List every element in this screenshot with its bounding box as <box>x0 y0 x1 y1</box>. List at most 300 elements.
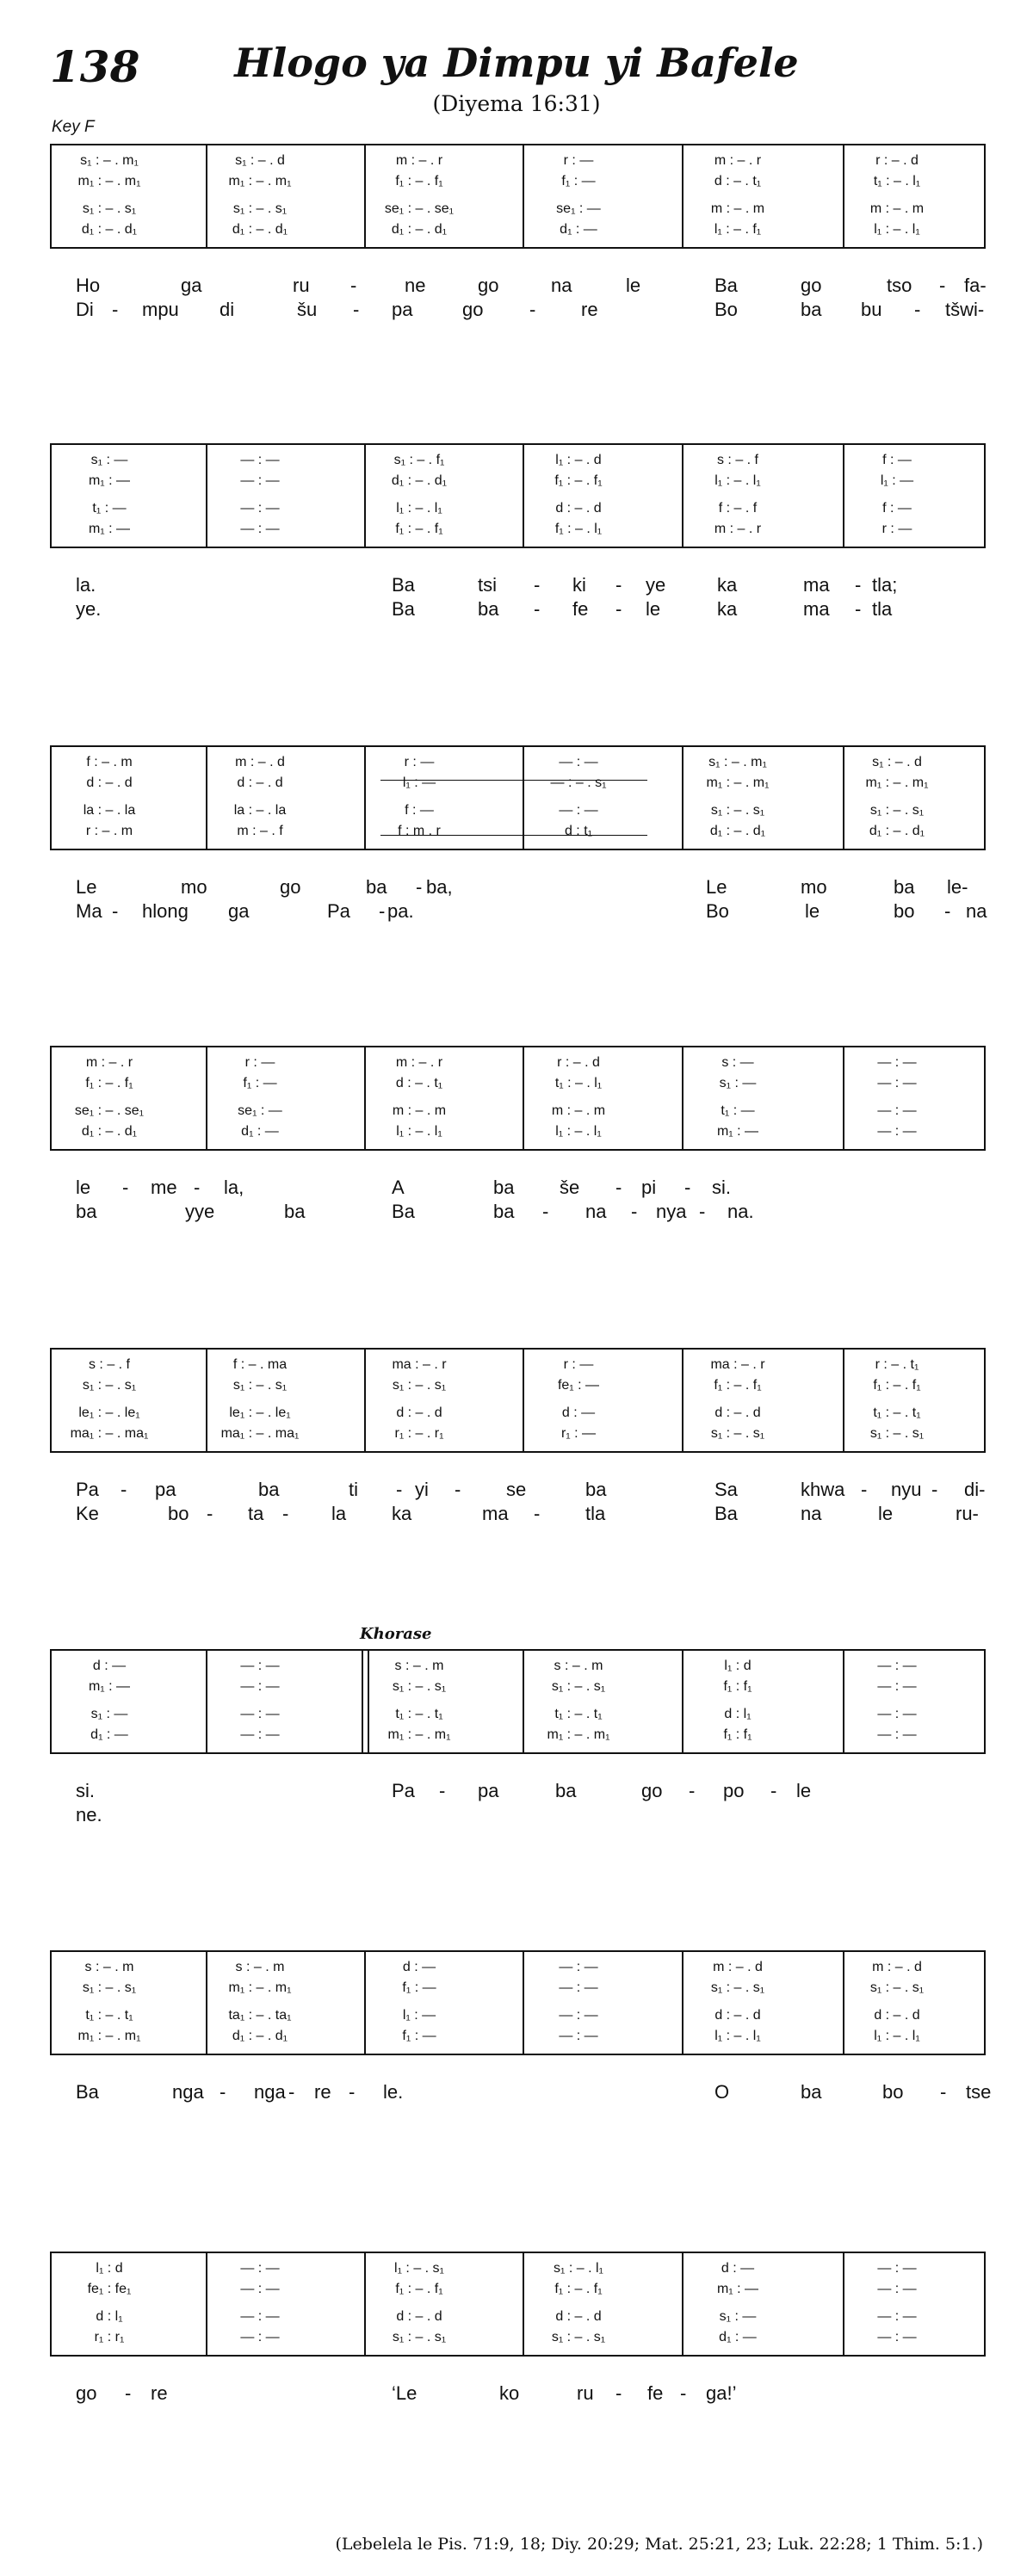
solfa-notation-cell: l₁ : d <box>96 2261 123 2276</box>
solfa-notation-cell: — : — <box>877 1659 917 1673</box>
solfa-notation-cell: s₁ : – . s₁ <box>82 201 137 216</box>
lyric-syllable: - <box>529 299 536 320</box>
lyric-syllable: - <box>940 2081 947 2103</box>
solfa-notation-cell: m : – . r <box>85 1055 133 1070</box>
solfa-notation-cell: — : — <box>877 2330 917 2344</box>
lyric-syllable: ru- <box>956 1503 979 1524</box>
solfa-notation-cell: s₁ : – . d <box>872 755 922 769</box>
solfa-notation-cell: — : — <box>240 2330 280 2344</box>
solfa-notation-cell: m : – . m <box>551 1103 606 1118</box>
lyric-syllable: pa. <box>387 900 414 922</box>
solfa-notation-cell: d₁ : — <box>90 1727 128 1742</box>
footer-references: (Lebelela le Pis. 71:9, 18; Diy. 20:29; Mat. 25:21, 23; Luk. 22:28; 1 Thim. 5:1.) <box>335 2535 983 2554</box>
lyric-syllable: tsi <box>478 574 497 596</box>
solfa-notation-cell: — : — <box>240 2261 280 2276</box>
solfa-notation-cell: d₁ : – . d₁ <box>81 1124 138 1139</box>
solfa-notation-cell: l₁ : – . f₁ <box>714 222 762 237</box>
solfa-notation-cell: s₁ : — <box>719 2309 757 2324</box>
voice-part-row <box>52 500 984 517</box>
staff-system <box>50 1649 986 1754</box>
lyric-syllable: le <box>626 275 641 296</box>
solfa-notation-cell: s₁ : – . d <box>235 153 285 168</box>
solfa-notation-cell: m : – . m <box>710 201 765 216</box>
solfa-notation-cell: f : – . ma <box>232 1357 288 1372</box>
chorus-label: Khorase <box>360 1625 432 1643</box>
solfa-notation-cell: m : – . d <box>713 1960 763 1974</box>
tie-line <box>380 780 647 781</box>
solfa-notation-cell: s₁ : – . l₁ <box>554 2261 603 2276</box>
solfa-notation-cell: m₁ : — <box>88 473 131 488</box>
lyric-syllable: - <box>542 1201 549 1222</box>
lyric-syllable: ta <box>248 1503 264 1524</box>
lyric-syllable: Ke <box>76 1503 99 1524</box>
solfa-notation-cell: d : — <box>721 2261 755 2276</box>
lyric-syllable: - <box>615 1177 622 1198</box>
solfa-notation-cell: d : l₁ <box>724 1707 752 1721</box>
solfa-notation-cell: m₁ : — <box>716 2282 759 2296</box>
lyric-syllable: ki <box>572 574 586 596</box>
solfa-notation-cell: m : – . m <box>869 201 925 216</box>
lyric-syllable: - <box>914 299 921 320</box>
voice-part-row <box>52 1706 984 1723</box>
lyric-syllable: po <box>723 1780 745 1801</box>
solfa-notation-cell: — : — <box>559 1960 598 1974</box>
lyric-syllable: se <box>506 1479 527 1500</box>
lyric-syllable: si. <box>76 1780 95 1801</box>
solfa-notation-cell: m₁ : — <box>716 1124 759 1139</box>
lyric-syllable: ba <box>284 1201 306 1222</box>
solfa-notation-cell: t₁ : – . t₁ <box>554 1707 603 1721</box>
lyric-syllable: ru <box>577 2382 594 2404</box>
solfa-notation-cell: r : — <box>563 153 594 168</box>
solfa-notation-cell: s₁ : – . s₁ <box>710 1426 765 1441</box>
solfa-notation-cell: d : – . d <box>555 501 602 516</box>
solfa-notation-cell: f₁ : f₁ <box>723 1727 752 1742</box>
lyric-syllable: ba <box>366 876 387 898</box>
lyric-syllable: bu <box>861 299 882 320</box>
solfa-notation-cell: d : l₁ <box>96 2309 123 2324</box>
hymn-title: Hlogo ya Dimpu yi Bafele <box>234 40 799 86</box>
lyric-syllable: Ho <box>76 275 101 296</box>
lyric-syllable: di- <box>964 1479 986 1500</box>
solfa-notation-cell: se₁ : — <box>556 201 601 216</box>
solfa-notation-cell: m : – . r <box>395 1055 443 1070</box>
solfa-notation-cell: se₁ : – . se₁ <box>74 1103 145 1118</box>
voice-part-row <box>52 1356 984 1374</box>
lyric-syllable: go <box>801 275 822 296</box>
lyric-syllable: ba <box>76 1201 97 1222</box>
solfa-notation-cell: l₁ : – . l₁ <box>714 2029 761 2043</box>
voice-part-row <box>52 1075 984 1092</box>
lyric-syllable: ba <box>801 2081 822 2103</box>
lyric-syllable: na <box>966 900 987 922</box>
lyric-syllable: re <box>151 2382 168 2404</box>
solfa-notation-cell: r₁ : r₁ <box>94 2330 125 2344</box>
lyric-syllable: - <box>944 900 951 922</box>
lyric-syllable: go <box>462 299 484 320</box>
lyric-syllable: nyu <box>891 1479 922 1500</box>
solfa-notation-cell: s₁ : – . s₁ <box>232 1378 288 1393</box>
lyric-syllable: le. <box>383 2081 404 2103</box>
solfa-notation-cell: s₁ : – . f₁ <box>393 453 445 467</box>
lyric-syllable: ba <box>585 1479 607 1500</box>
lyric-syllable: ma <box>803 598 830 620</box>
solfa-notation-cell: f : — <box>882 501 912 516</box>
lyric-syllable: Le <box>76 876 97 898</box>
lyric-syllable: ba, <box>426 876 453 898</box>
lyric-syllable: le- <box>947 876 968 898</box>
solfa-notation-cell: d : – . d <box>714 2008 761 2023</box>
solfa-notation-cell: m : – . f <box>237 824 283 838</box>
lyric-syllable: go <box>76 2382 97 2404</box>
lyric-syllable: - <box>396 1479 403 1500</box>
solfa-notation-cell: ma₁ : – . ma₁ <box>70 1426 149 1441</box>
lyric-syllable: le <box>796 1780 812 1801</box>
solfa-notation-cell: d : – . d <box>237 775 283 790</box>
solfa-notation-cell: la : – . la <box>83 803 136 818</box>
lyric-syllable: le <box>76 1177 91 1198</box>
lyric-syllable: ye. <box>76 598 102 620</box>
lyric-syllable: le <box>646 598 661 620</box>
lyric-syllable: ga <box>181 275 202 296</box>
solfa-notation-cell: t₁ : – . l₁ <box>873 174 921 188</box>
solfa-notation-cell: s₁ : – . s₁ <box>869 803 925 818</box>
solfa-notation-cell: f₁ : – . f₁ <box>554 473 603 488</box>
solfa-notation-cell: — : — <box>877 2282 917 2296</box>
solfa-notation-cell: s₁ : – . m₁ <box>708 755 767 769</box>
solfa-notation-cell: — : — <box>877 1076 917 1090</box>
lyric-syllable: na <box>585 1201 607 1222</box>
lyric-syllable: go <box>478 275 499 296</box>
solfa-notation-cell: — : — <box>877 1124 917 1139</box>
solfa-notation-cell: s : – . m <box>394 1659 444 1673</box>
solfa-notation-cell: s₁ : – . s₁ <box>551 2330 606 2344</box>
solfa-notation-cell: d : – . d <box>714 1405 761 1420</box>
voice-part-row <box>52 802 984 819</box>
solfa-notation-cell: — : — <box>877 1679 917 1694</box>
voice-part-row <box>52 521 984 538</box>
solfa-notation-cell: l₁ : — <box>402 775 436 790</box>
solfa-notation-cell: s : – . f <box>716 453 758 467</box>
solfa-notation-cell: f₁ : – . f₁ <box>714 1378 762 1393</box>
solfa-notation-cell: — : — <box>877 1707 917 1721</box>
voice-part-row <box>52 473 984 490</box>
solfa-notation-cell: d₁ : – . d₁ <box>232 2029 288 2043</box>
solfa-notation-cell: l₁ : – . l₁ <box>396 1124 442 1139</box>
scripture-reference: (Diyema 16:31) <box>432 91 601 116</box>
voice-part-row <box>52 1959 984 1976</box>
solfa-notation-cell: — : — <box>559 1980 598 1995</box>
lyric-syllable: ba <box>894 876 915 898</box>
lyric-syllable: mo <box>181 876 207 898</box>
solfa-notation-cell: l₁ : – . l₁ <box>714 473 761 488</box>
lyric-syllable: nga <box>254 2081 286 2103</box>
lyric-syllable: le <box>878 1503 894 1524</box>
hymn-number: 138 <box>50 41 140 92</box>
lyric-syllable: - <box>855 598 862 620</box>
solfa-notation-cell: l₁ : – . l₁ <box>555 1124 602 1139</box>
lyric-syllable: tla <box>585 1503 606 1524</box>
solfa-notation-cell: — : — <box>559 2029 598 2043</box>
voice-part-row <box>52 1405 984 1422</box>
staff-system <box>50 443 986 548</box>
solfa-notation-cell: f₁ : – . f₁ <box>395 522 443 536</box>
lyric-syllable: - <box>689 1780 696 1801</box>
lyric-syllable: - <box>349 2081 356 2103</box>
lyric-syllable: - <box>615 598 622 620</box>
lyric-syllable: na <box>801 1503 822 1524</box>
solfa-notation-cell: s₁ : – . s₁ <box>869 1980 925 1995</box>
solfa-notation-cell: — : — <box>877 1103 917 1118</box>
lyric-syllable: bo <box>894 900 915 922</box>
lyric-syllable: ma <box>482 1503 509 1524</box>
lyric-syllable: še <box>560 1177 580 1198</box>
solfa-notation-cell: s₁ : – . s₁ <box>232 201 288 216</box>
lyric-syllable: ga!’ <box>706 2382 737 2404</box>
lyric-syllable: fa- <box>964 275 987 296</box>
solfa-notation-cell: f₁ : – . f₁ <box>554 2282 603 2296</box>
solfa-notation-cell: r : — <box>244 1055 275 1070</box>
solfa-notation-cell: s₁ : – . s₁ <box>551 1679 606 1694</box>
solfa-notation-cell: d : — <box>561 1405 596 1420</box>
lyric-syllable: ka <box>717 598 738 620</box>
solfa-notation-cell: — : — <box>240 1727 280 1742</box>
solfa-notation-cell: ma : – . r <box>710 1357 765 1372</box>
lyric-syllable: - <box>282 1503 289 1524</box>
solfa-notation-cell: s₁ : – . s₁ <box>392 1679 447 1694</box>
lyric-syllable: - <box>534 574 541 596</box>
solfa-notation-cell: f : – . f <box>718 501 758 516</box>
lyric-syllable: - <box>112 900 119 922</box>
lyric-syllable: nga <box>172 2081 204 2103</box>
solfa-notation-cell: — : — <box>240 501 280 516</box>
solfa-notation-cell: s₁ : — <box>90 1707 128 1721</box>
lyric-syllable: - <box>220 2081 226 2103</box>
solfa-notation-cell: r : — <box>563 1357 594 1372</box>
lyric-syllable: tšwi- <box>945 299 985 320</box>
voice-part-row <box>52 823 984 840</box>
solfa-notation-cell: r₁ : – . r₁ <box>394 1426 444 1441</box>
solfa-notation-cell: f₁ : — <box>402 2029 436 2043</box>
solfa-notation-cell: m₁ : — <box>88 1679 131 1694</box>
lyric-syllable: fe <box>572 598 589 620</box>
lyric-syllable: - <box>207 1503 213 1524</box>
lyric-syllable: mpu <box>142 299 179 320</box>
voice-part-row <box>52 1678 984 1696</box>
solfa-notation-cell: m₁ : – . m₁ <box>228 174 292 188</box>
solfa-notation-cell: d : – . t₁ <box>714 174 762 188</box>
lyric-syllable: - <box>684 1177 691 1198</box>
solfa-notation-cell: — : — <box>877 2261 917 2276</box>
solfa-notation-cell: — : — <box>559 2008 598 2023</box>
voice-part-row <box>52 1658 984 1675</box>
solfa-notation-cell: s₁ : – . s₁ <box>710 1980 765 1995</box>
lyric-syllable: - <box>455 1479 461 1500</box>
solfa-notation-cell: f₁ : – . l₁ <box>554 522 603 536</box>
solfa-notation-cell: — : — <box>240 2282 280 2296</box>
lyric-syllable: Ba <box>392 1201 415 1222</box>
solfa-notation-cell: s : — <box>721 1055 754 1070</box>
lyric-syllable: ne <box>405 275 426 296</box>
solfa-notation-cell: f₁ : — <box>402 1980 436 1995</box>
solfa-notation-cell: l₁ : – . d <box>555 453 602 467</box>
solfa-notation-cell: s : – . m <box>554 1659 603 1673</box>
lyric-syllable: la. <box>76 574 96 596</box>
lyric-syllable: ye <box>646 574 666 596</box>
lyric-syllable: Pa <box>327 900 350 922</box>
staff-system <box>50 1046 986 1151</box>
lyric-syllable: ba <box>493 1177 515 1198</box>
solfa-notation-cell: d : t₁ <box>564 824 593 838</box>
lyric-syllable: Ba <box>714 1503 738 1524</box>
solfa-notation-cell: m : – . r <box>714 522 762 536</box>
lyric-syllable: Bo <box>714 299 738 320</box>
lyric-syllable: - <box>939 275 946 296</box>
solfa-notation-cell: f₁ : – . f₁ <box>395 2282 443 2296</box>
solfa-notation-cell: m₁ : – . m₁ <box>706 775 770 790</box>
lyric-syllable: - <box>680 2382 687 2404</box>
lyric-syllable: ka <box>392 1503 412 1524</box>
solfa-notation-cell: d : – . t₁ <box>395 1076 443 1090</box>
staff-system <box>50 2252 986 2357</box>
solfa-notation-cell: d : – . d <box>555 2309 602 2324</box>
solfa-notation-cell: l₁ : – . l₁ <box>874 222 920 237</box>
lyric-syllable: hlong <box>142 900 189 922</box>
voice-part-row <box>52 452 984 469</box>
solfa-notation-cell: fe₁ : — <box>557 1378 600 1393</box>
lyric-syllable: ko <box>499 2382 520 2404</box>
lyric-syllable: tla; <box>872 574 898 596</box>
solfa-notation-cell: d₁ : – . d₁ <box>81 222 138 237</box>
solfa-notation-cell: se₁ : – . se₁ <box>384 201 455 216</box>
lyric-syllable: Ma <box>76 900 102 922</box>
solfa-notation-cell: s₁ : – . s₁ <box>869 1426 925 1441</box>
lyric-syllable: re <box>581 299 598 320</box>
voice-part-row <box>52 2308 984 2326</box>
staff-system <box>50 1348 986 1453</box>
lyric-syllable: la, <box>224 1177 244 1198</box>
voice-part-row <box>52 221 984 238</box>
lyric-syllable: ti <box>349 1479 358 1500</box>
solfa-notation-cell: f₁ : — <box>561 174 596 188</box>
lyric-syllable: bo <box>168 1503 189 1524</box>
solfa-notation-cell: s₁ : – . s₁ <box>710 803 765 818</box>
lyric-syllable: ba <box>478 598 499 620</box>
lyric-syllable: tso <box>887 275 912 296</box>
solfa-notation-cell: d₁ : – . d₁ <box>709 824 766 838</box>
lyric-syllable: bo <box>882 2081 904 2103</box>
lyric-syllable: ne. <box>76 1804 102 1825</box>
solfa-notation-cell: l₁ : — <box>880 473 914 488</box>
solfa-notation-cell: s₁ : – . s₁ <box>82 1980 137 1995</box>
lyric-syllable: - <box>615 2382 622 2404</box>
lyric-syllable: si. <box>712 1177 731 1198</box>
lyric-syllable: - <box>615 574 622 596</box>
lyric-syllable: Bo <box>706 900 729 922</box>
voice-part-row <box>52 2260 984 2277</box>
solfa-notation-cell: d : – . d <box>396 2309 442 2324</box>
lyric-syllable: - <box>439 1780 446 1801</box>
lyric-syllable: - <box>350 275 357 296</box>
lyric-syllable: - <box>125 2382 132 2404</box>
solfa-notation-cell: r : – . d <box>557 1055 600 1070</box>
solfa-notation-cell: r : – . d <box>875 153 919 168</box>
solfa-notation-cell: d : – . d <box>874 2008 920 2023</box>
solfa-notation-cell: r₁ : — <box>560 1426 597 1441</box>
solfa-notation-cell: ma₁ : – . ma₁ <box>220 1426 300 1441</box>
solfa-notation-cell: s₁ : – . s₁ <box>82 1378 137 1393</box>
solfa-notation-cell: f : — <box>882 453 912 467</box>
solfa-notation-cell: d₁ : — <box>560 222 597 237</box>
lyric-syllable: - <box>122 1177 129 1198</box>
lyric-syllable: - <box>121 1479 127 1500</box>
solfa-notation-cell: le₁ : – . le₁ <box>229 1405 291 1420</box>
tie-line <box>380 835 647 836</box>
voice-part-row <box>52 2028 984 2045</box>
solfa-notation-cell: s₁ : — <box>719 1076 757 1090</box>
solfa-notation-cell: d₁ : – . d₁ <box>232 222 288 237</box>
solfa-notation-cell: l₁ : – . s₁ <box>394 2261 444 2276</box>
voice-part-row <box>52 1727 984 1744</box>
staff-system <box>50 1950 986 2055</box>
lyric-syllable: - <box>770 1780 777 1801</box>
staff-system <box>50 144 986 249</box>
lyric-syllable: - <box>416 876 423 898</box>
voice-part-row <box>52 1980 984 1997</box>
solfa-notation-cell: — : — <box>240 2309 280 2324</box>
lyric-syllable: na <box>551 275 572 296</box>
solfa-notation-cell: — : — <box>559 755 598 769</box>
solfa-notation-cell: t₁ : — <box>721 1103 755 1118</box>
lyric-syllable: - <box>194 1177 201 1198</box>
lyric-syllable: na. <box>727 1201 754 1222</box>
lyric-syllable: - <box>112 299 119 320</box>
solfa-notation-cell: d₁ : — <box>241 1124 279 1139</box>
lyric-syllable: O <box>714 2081 730 2103</box>
solfa-notation-cell: m₁ : – . m₁ <box>77 2029 141 2043</box>
solfa-notation-cell: d : – . d <box>396 1405 442 1420</box>
lyric-syllable: fe <box>647 2382 664 2404</box>
lyric-syllable: tla <box>872 598 893 620</box>
solfa-notation-cell: m : – . d <box>872 1960 922 1974</box>
lyric-syllable: - <box>631 1201 638 1222</box>
solfa-notation-cell: r : — <box>881 522 912 536</box>
lyric-syllable: pa <box>155 1479 176 1500</box>
solfa-notation-cell: — : — <box>240 1659 280 1673</box>
lyric-syllable: - <box>861 1479 868 1500</box>
lyric-syllable: go <box>641 1780 663 1801</box>
solfa-notation-cell: f : – . m <box>86 755 133 769</box>
lyric-syllable: A <box>392 1177 405 1198</box>
lyric-syllable: la <box>331 1503 347 1524</box>
solfa-notation-cell: f₁ : – . f₁ <box>85 1076 133 1090</box>
lyric-syllable: nya <box>656 1201 687 1222</box>
lyric-syllable: mo <box>801 876 827 898</box>
lyric-syllable: - <box>288 2081 295 2103</box>
solfa-notation-cell: m₁ : – . m₁ <box>228 1980 292 1995</box>
lyric-syllable: ru <box>293 275 310 296</box>
lyric-syllable: - <box>931 1479 938 1500</box>
solfa-notation-cell: d₁ : – . d₁ <box>869 824 925 838</box>
voice-part-row <box>52 2329 984 2346</box>
solfa-notation-cell: ma : – . r <box>392 1357 447 1372</box>
solfa-notation-cell: — : — <box>240 473 280 488</box>
lyric-syllable: Ba <box>392 598 415 620</box>
solfa-notation-cell: m₁ : – . m₁ <box>547 1727 610 1742</box>
solfa-notation-cell: d : — <box>92 1659 127 1673</box>
lyric-syllable: di <box>220 299 235 320</box>
lyric-syllable: - <box>534 1503 541 1524</box>
